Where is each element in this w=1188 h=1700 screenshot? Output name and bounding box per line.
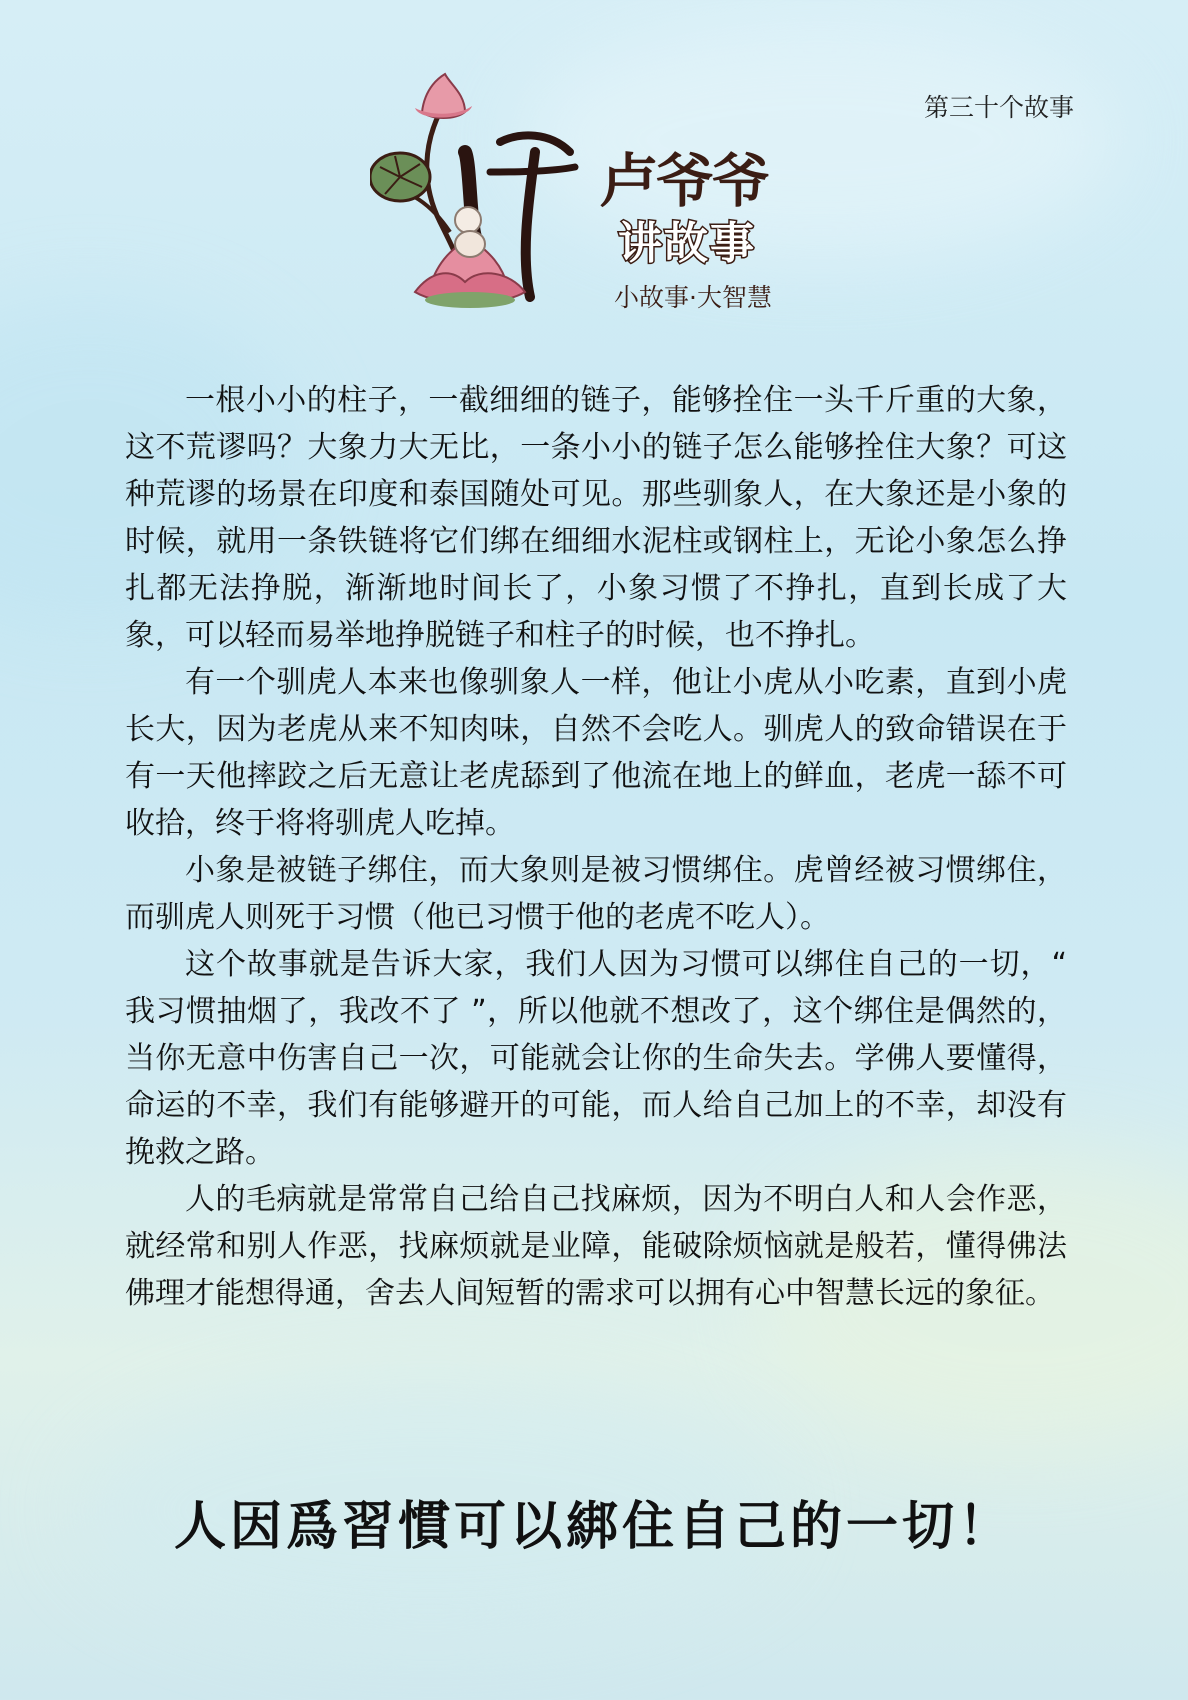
logo-tagline: 小故事·大智慧	[614, 283, 772, 312]
logo	[370, 72, 810, 332]
article-paragraph: 一根小小的柱子，一截细细的链子，能够拴住一头千斤重的大象，这不荒谬吗？大象力大无比，一条小小的链子怎么能够拴住大象？可这种荒谬的场景在印度和泰国随处可见。那些驯象人，在大象还是小象的时候，就用一条铁链将它们绑在细细水泥柱或钢柱上，无论小象怎么挣扎都无法挣脱，渐渐地时间长了，小象习惯了不挣扎，直到长成了大象，可以轻而易举地挣脱链子和柱子的时候，也不挣扎。	[125, 383, 1067, 653]
article-paragraph: 人的毛病就是常常自己给自己找麻烦，因为不明白人和人会作恶，就经常和别人作恶，找麻烦就是业障，能破除烦恼就是般若，懂得佛法佛理才能想得通，舍去人间短暂的需求可以拥有心中智慧长远的象征。	[125, 1182, 1067, 1311]
article-paragraph: 小象是被链子绑住，而大象则是被习惯绑住。虎曾经被习惯绑住，而驯虎人则死于习惯（他已习惯于他的老虎不吃人）。	[125, 853, 1067, 935]
logo-subtitle: 讲故事	[618, 218, 756, 269]
logo-title: 卢爷爷	[600, 147, 769, 215]
article-paragraph: 有一个驯虎人本来也像驯象人一样，他让小虎从小吃素，直到小虎长大，因为老虎从来不知肉味，自然不会吃人。驯虎人的致命错误在于有一天他摔跤之后无意让老虎舔到了他流在地上的鲜血，老虎一舔不可收拾，终于将将驯虎人吃掉。	[125, 665, 1067, 841]
article-body	[125, 377, 1067, 1317]
article-paragraph: 这个故事就是告诉大家，我们人因为习惯可以绑住自己的一切，“ 我习惯抽烟了，我改不了 ”，所以他就不想改了，这个绑住是偶然的，当你无意中伤害自己一次，可能就会让你的生命失去。学佛人要懂得，命运的不幸，我们有能够避开的可能，而人给自己加上的不幸，却没有挽救之路。	[125, 947, 1067, 1170]
slogan-heading: 人因爲習慣可以綁住自己的一切！	[173, 1497, 1014, 1557]
story-number: 第三十个故事	[923, 93, 1074, 122]
